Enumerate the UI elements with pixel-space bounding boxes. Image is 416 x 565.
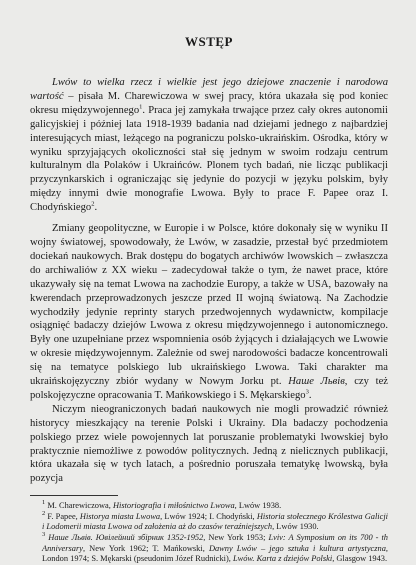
footnote-separator — [30, 495, 118, 496]
footnote-ref-1: 1 — [139, 103, 143, 111]
opening-quote: Lwów to wielka rzecz i wielkie jest jego dziejowe znaczenie i narodowa wartość — [30, 77, 388, 102]
footnote-ref-2: 2 — [91, 200, 95, 208]
footnote-2: $^2$ F. Papee, Historya miasta Lwowa, Lwów 1924; I. Chodyński, Historia stołecznego Królestwa Galicji i Lodomerii miasta Lwowa od założenia aż do czasów teraźniejszych, Lwów 1930. — [42, 510, 389, 532]
body-text — [30, 76, 388, 486]
footnote-ref-3: 3 — [305, 388, 309, 396]
cyrillic-title: Наше Львів — [288, 376, 345, 388]
footnote-3: $^3$ Наше Львів. Ювілейний збірник 1352-1952, New York 1953; Lviv: A Symposium on its 700 - th Anniversary, New York 1962; T. Mańkowski, Dawny Lwów – jego sztuka i kultura artystyczna, London 1974; S. Mękarski (pseudonim Józef Rudnicki), Lwów. Karta z dziejów Polski, Glasgow 1943. — [42, 531, 389, 564]
paragraph-2: Zmiany geopolityczne, w Europie i w Polsce, które dokonały się w wyniku II wojny światowej, spowodowały, że Lwów, w zasadzie, przestał być przedmiotem dociekań naukowych. Brak dostępu do bogatych archiwów lwowskich – zwłaszcza do archiwaliów z XX wieku – zadecydował także o tym, że nawet prace, które ukazywały się na temat Lwowa na zachodzie Europy, a także w USA, bazowały na kwerendach przeprowadzonych jeszcze przed II wojną światową. Na Zachodzie wychodziły jedynie reprinty starych przedwojennych wydawnictw, kompilacje osiągnięć badaczy dziejów Lwowa z okresu międzywojennego i autonomicznego. Były one uzupełniane przez wspomnienia osób żyjących i działających we Lwowie w okresie międzywojennym. Zależnie od swej narodowości badacze koncentrowali się na tematyce polskiego lub ukraińskiego Lwowa. Taki charakter ma ukraińskojęzyczny zbiór wydany w Nowym Jorku pt. Наше Львів, czy też polskojęzyczne opracowania T. Mańkowskiego i S. Mękarskiego$^3$. — [30, 223, 389, 401]
paragraph-3: Niczym nieograniczonych badań naukowych nie mogli prowadzić również historycy mieszkający na terenie Polski i Ukrainy. Dla badaczy pochodzenia polskiego przez wiele powojennych lat poruszanie problematyki lwowskiej było praktycznie niemożliwe z powodów politycznych. Jedną z nielicznych publikacji, która ukazała się w tych latach, a pośrednio poruszała tematykę lwowską, była pozycja — [30, 403, 388, 485]
paragraph-1: Lwów to wielka rzecz i wielkie jest jego dziejowe znaczenie i narodowa wartość – pisała M. Charewiczowa w swej pracy, która ukazała się pod koniec okresu międzywojennego$^1$. Praca jej zamykała trwające przez cały okres autonomii galicyjskiej i później lata 1918-1939 badania nad dziejami jednego z najbardziej interesujących miast, leżącego na pograniczu polsko-ukraińskim. Ośrodka, który w wyniku sprzyjających okoliczności stał się jednym w swoim rodzaju centrum kulturalnym dla Polaków i Ukraińców. Plonem tych badań, nie licząc publikacji przyczynkarskich i ograniczając się jedynie do pozycji w języku polskim, były między innymi dwie monografie Lwowa. Były to prace F. Papee oraz I. Chodyńskiego$^2$. — [30, 77, 389, 214]
chapter-heading: WSTĘP — [184, 34, 233, 49]
footnotes — [30, 501, 388, 565]
footnote-1: $^1$ M. Charewiczowa, Historiografia i miłośnictwo Lwowa, Lwów 1938. — [42, 499, 282, 511]
